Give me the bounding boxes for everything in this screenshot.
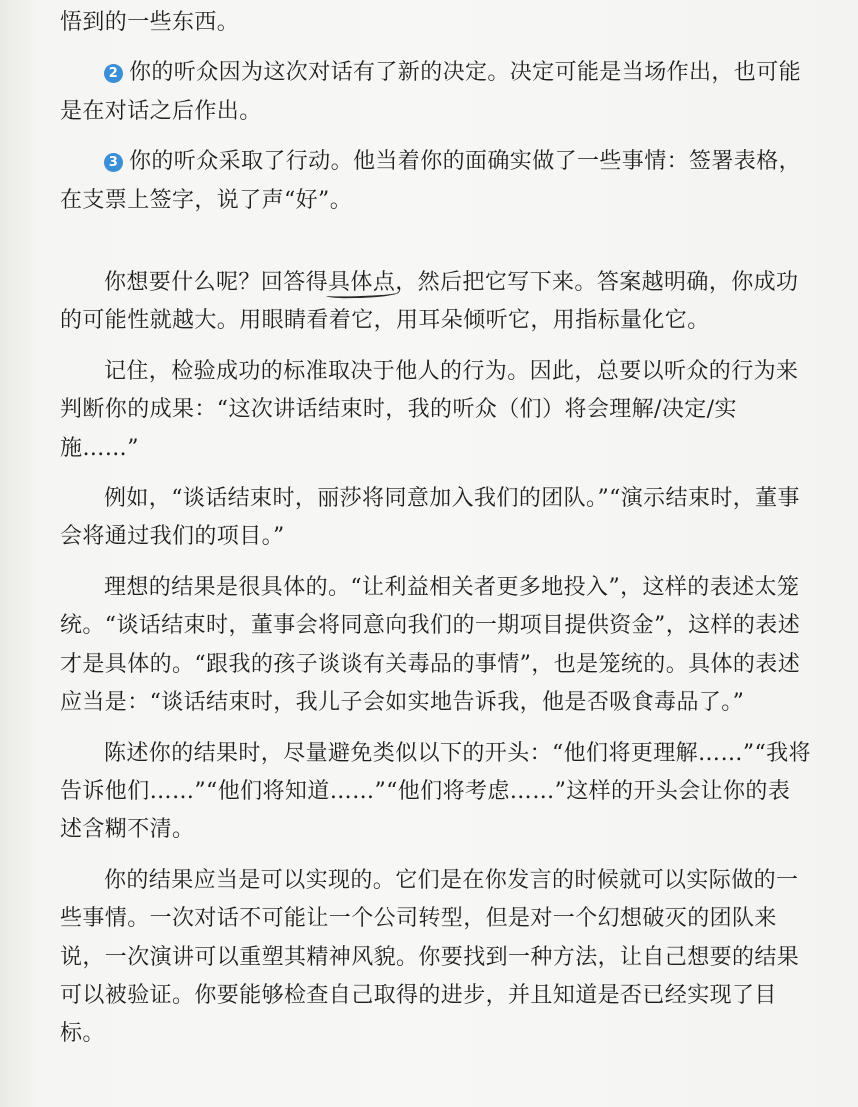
number-badge-3: 3 [104,153,123,172]
paragraph-remember-text: 记住，检验成功的标准取决于他人的行为。因此，总要以听众的行为来判断你的成果：“这次讲话结束时，我的听众（们）将会理解/决定/实施……” [60,358,799,461]
paragraph-example [60,480,812,557]
handwritten-underline-text: 具体点 [328,270,396,296]
paragraph-avoid [60,735,812,850]
paragraph-remember [60,353,812,468]
paragraph-specific-start: 你想要什么呢？回答得 [104,270,329,296]
paragraph-achievable [60,862,812,1054]
paragraph-ideal-result [60,569,812,723]
paragraph-specific [60,264,812,341]
number-badge-2: 2 [104,64,123,83]
list-item-3-text: 你的听众采取了行动。他当着你的面确实做了一些事情：签署表格，在支票上签字，说了声“好”。 [60,149,802,213]
list-item-3 [60,143,812,220]
paragraph-avoid-text: 陈述你的结果时，尽量避免类似以下的开头：“他们将更理解……”“我将告诉他们……”“他们将知道……”“他们将考虑……”这样的开头会让你的表述含糊不清。 [60,740,811,843]
list-item-2 [60,54,812,131]
paragraph-continuation-text: 悟到的一些东西。 [60,10,240,35]
paragraph-example-text: 例如，“谈话结束时，丽莎将同意加入我们的团队。”“演示结束时，董事会将通过我们的项目。” [60,486,800,550]
page-text [60,4,812,1054]
paragraph-achievable-text: 你的结果应当是可以实现的。它们是在你发言的时候就可以实际做的一些事情。一次对话不可能让一个公司转型，但是对一个幻想破灭的团队来说，一次演讲可以重塑其精神风貌。你要找到一种方法，让自己想要的结果可以被验证。你要能够检查自己取得的进步，并且知道是否已经实现了目标。 [60,867,800,1047]
list-item-2-text: 你的听众因为这次对话有了新的决定。决定可能是当场作出，也可能是在对话之后作出。 [60,60,802,124]
paragraph-specific-end: ，然后把它写下来。答案越明确，你成功的可能性就越大。用眼睛看着它，用耳朵倾听它，用指标量化它。 [60,270,799,334]
paragraph-continuation [60,4,812,42]
paragraph-ideal-result-text: 理想的结果是很具体的。“让利益相关者更多地投入”，这样的表述太笼统。“谈话结束时，董事会将同意向我们的一期项目提供资金”，这样的表述才是具体的。“跟我的孩子谈谈有关毒品的事情”，也是笼统的。具体的表述应当是：“谈话结束时，我儿子会如实地告诉我，他是否吸食毒品了。” [60,574,801,716]
